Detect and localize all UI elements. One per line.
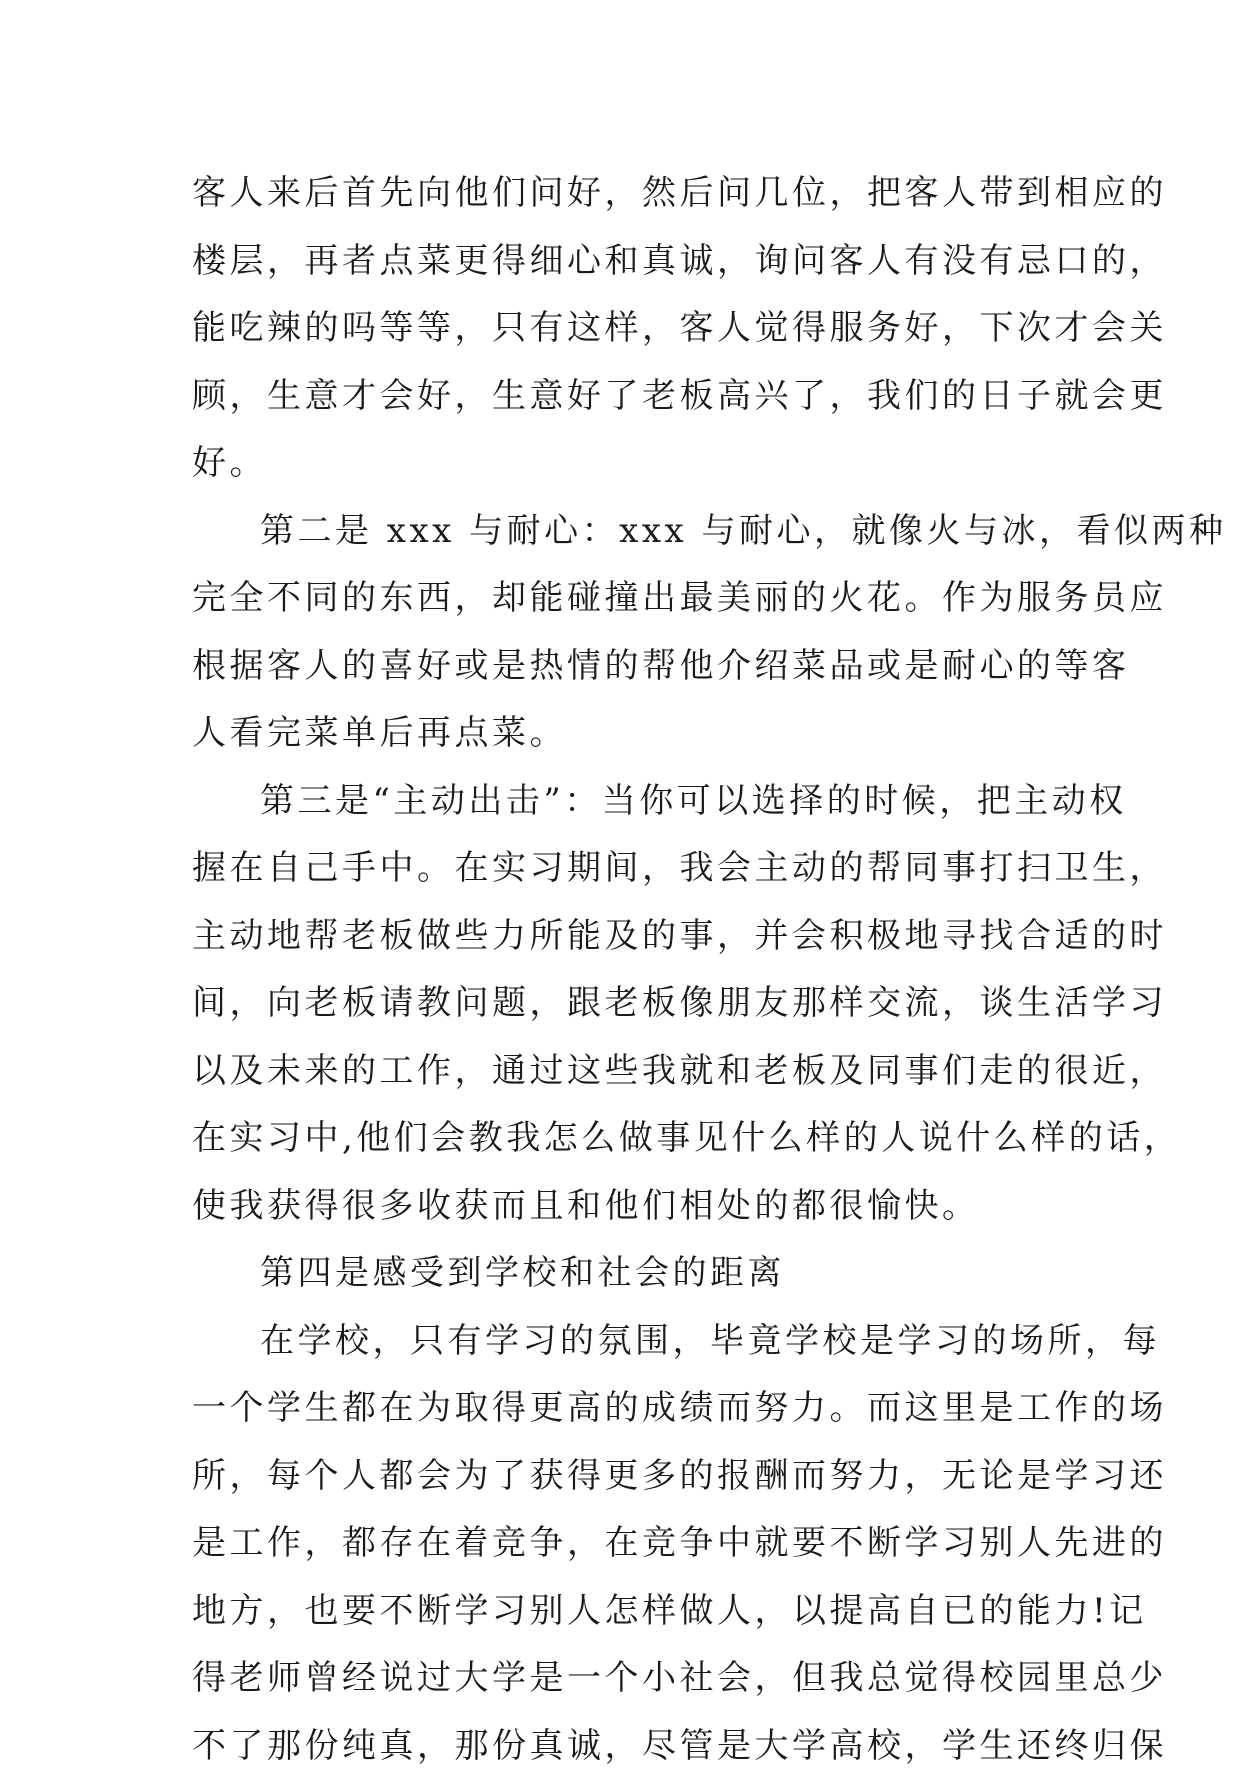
text-line: 以及未来的工作，通过这些我就和老板及同事们走的很近， [192,1038,1070,1106]
text-line: 顾，生意才会好，生意好了老板高兴了，我们的日子就会更 [192,363,1070,431]
text-line: 在学校，只有学习的氛围，毕竟学校是学习的场所，每 [192,1308,1070,1376]
body-text [192,160,1070,1780]
text-line: 得老师曾经说过大学是一个小社会，但我总觉得校园里总少 [192,1645,1070,1713]
text-line: 所，每个人都会为了获得更多的报酬而努力，无论是学习还 [192,1443,1070,1511]
text-line: 在实习中,他们会教我怎么做事见什么样的人说什么样的话， [192,1105,1070,1173]
text-line: 完全不同的东西，却能碰撞出最美丽的火花。作为服务员应 [192,565,1070,633]
text-line: 楼层，再者点菜更得细心和真诚，询问客人有没有忌口的， [192,228,1070,296]
text-line: 根据客人的喜好或是热情的帮他介绍菜品或是耐心的等客 [192,633,1070,701]
text-line: 第四是感受到学校和社会的距离 [192,1240,1070,1308]
text-line: 第三是“主动出击”：当你可以选择的时候，把主动权 [192,768,1070,836]
text-line: 不了那份纯真，那份真诚，尽管是大学高校，学生还终归保 [192,1713,1070,1780]
text-line: 能吃辣的吗等等，只有这样，客人觉得服务好，下次才会关 [192,295,1070,363]
text-line: 是工作，都存在着竞争，在竞争中就要不断学习别人先进的 [192,1510,1070,1578]
text-line: 好。 [192,430,1070,498]
text-line: 客人来后首先向他们问好，然后问几位，把客人带到相应的 [192,160,1070,228]
text-line: 间，向老板请教问题，跟老板像朋友那样交流，谈生活学习 [192,970,1070,1038]
text-line: 使我获得很多收获而且和他们相处的都很愉快。 [192,1173,1070,1241]
text-line: 地方，也要不断学习别人怎样做人，以提高自已的能力!记 [192,1578,1070,1646]
text-line: 一个学生都在为取得更高的成绩而努力。而这里是工作的场 [192,1375,1070,1443]
text-line: 握在自己手中。在实习期间，我会主动的帮同事打扫卫生， [192,835,1070,903]
text-line: 人看完菜单后再点菜。 [192,700,1070,768]
text-line: 第二是 xxx 与耐心：xxx 与耐心，就像火与冰，看似两种 [192,498,1070,566]
text-line: 主动地帮老板做些力所能及的事，并会积极地寻找合适的时 [192,903,1070,971]
